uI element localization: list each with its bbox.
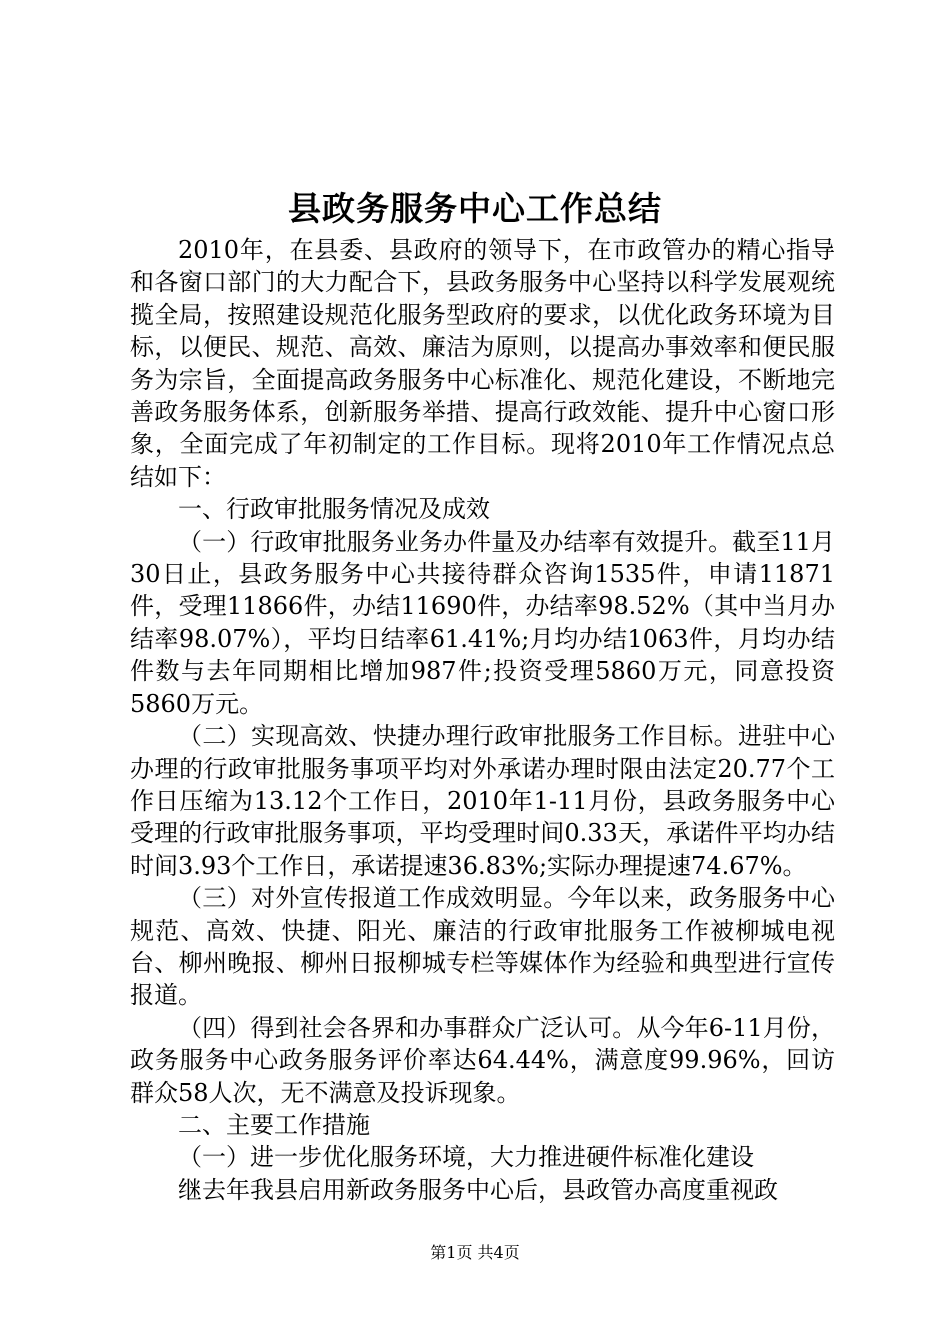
paragraph-intro: 2010年，在县委、县政府的领导下，在市政管办的精心指导和各窗口部门的大力配合下，县政务服务中心坚持以科学发展观统揽全局，按照建设规范化服务型政府的要求，以优化政务环境为目标，以便民、规范、高效、廉洁为原则，以提高办事效率和便民服务为宗旨，全面提高政务服务中心标准化、规范化建设，不断地完善政务服务体系，创新服务举措、提高行政效能、提升中心窗口形象，全面完成了年初制定的工作目标。现将2010年工作情况点总结如下： bbox=[130, 236, 835, 491]
page-footer: 第1页 共4页 bbox=[430, 1243, 520, 1262]
document-body bbox=[130, 234, 835, 1206]
paragraph-section-2-1: 继去年我县启用新政务服务中心后，县政管办高度重视政 bbox=[178, 1175, 778, 1204]
paragraph-section-1-2: （二）实现高效、快捷办理行政审批服务工作目标。进驻中心办理的行政审批服务事项平均对外承诺办理时限由法定20.77个工作日压缩为13.12个工作日，2010年1-11月份，县政务服务中心受理的行政审批服务事项，平均受理时间0.33天，承诺件平均办结时间3.93个工作日，承诺提速36.83%;实际办理提速74.67%。 bbox=[130, 722, 835, 880]
section-heading-2: 二、主要工作措施 bbox=[178, 1110, 370, 1139]
paragraph-section-1-1: （一）行政审批服务业务办件量及办结率有效提升。截至11月30日止，县政务服务中心共接待群众咨询1535件，申请11871件，受理11866件，办结11690件，办结率98.52%（其中当月办结率98.07%），平均日结率61.41%;月均办结1063件，月均办结件数与去年同期相比增加987件;投资受理5860万元，同意投资5860万元。 bbox=[130, 527, 835, 718]
subsection-heading-2-1: （一）进一步优化服务环境，大力推进硬件标准化建设 bbox=[178, 1143, 754, 1172]
paragraph-section-1-4: （四）得到社会各界和办事群众广泛认可。从今年6-11月份，政务服务中心政务服务评价率达64.44%，满意度99.96%，回访群众58人次，无不满意及投诉现象。 bbox=[130, 1013, 835, 1107]
section-heading-1: 一、行政审批服务情况及成效 bbox=[178, 495, 490, 524]
paragraph-section-1-3: （三）对外宣传报道工作成效明显。今年以来，政务服务中心规范、高效、快捷、阳光、廉洁的行政审批服务工作被柳城电视台、柳州晚报、柳州日报柳城专栏等媒体作为经验和典型进行宣传报道。 bbox=[130, 884, 835, 1010]
document-title: 县政务服务中心工作总结 bbox=[288, 189, 662, 228]
